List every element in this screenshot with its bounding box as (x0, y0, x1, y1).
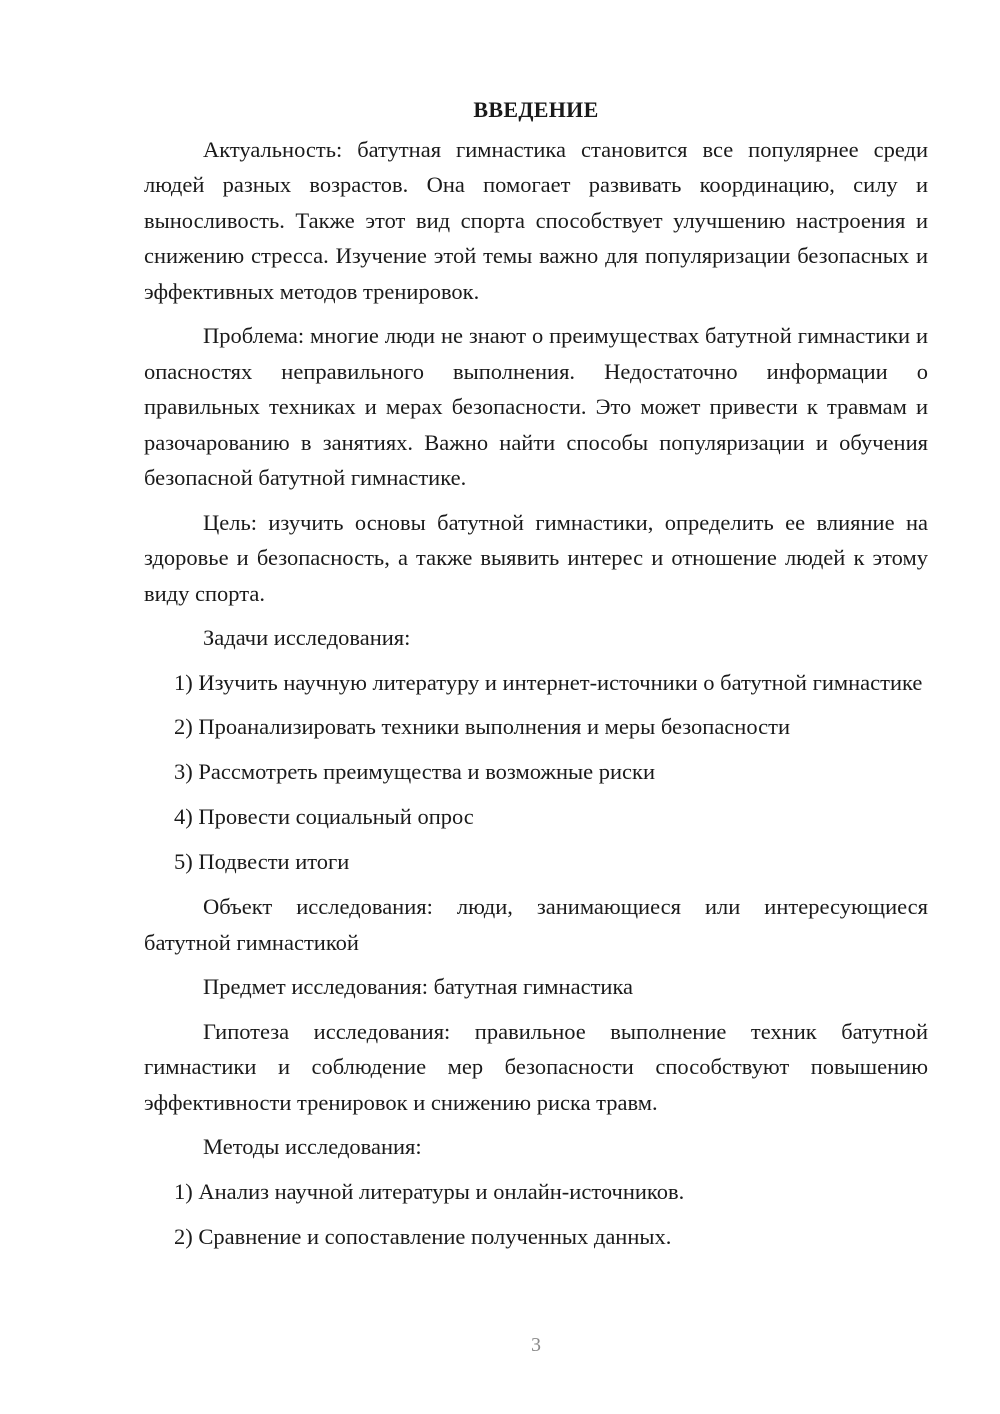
goal-paragraph: Цель: изучить основы батутной гимнастики, определить ее влияние на здоровье и безопасность, а также выявить интерес и отношение людей к этому виду спорта. (144, 509, 928, 606)
tasks-heading: Задачи исследования: (203, 625, 411, 650)
task-item-5: 5) Подвести итоги (174, 849, 350, 874)
task-item-2: 2) Проанализировать техники выполнения и меры безопасности (174, 714, 791, 739)
task-item-3: 3) Рассмотреть преимущества и возможные риски (174, 759, 655, 784)
page-title: ВВЕДЕНИЕ (473, 97, 599, 122)
subject-paragraph: Предмет исследования: батутная гимнастика (203, 974, 634, 999)
methods-heading: Методы исследования: (203, 1134, 422, 1159)
page-number: 3 (531, 1334, 541, 1356)
task-item-4: 4) Провести социальный опрос (174, 804, 474, 829)
page-content (144, 92, 928, 1264)
task-item-1: 1) Изучить научную литературу и интернет-источники о батутной гимнастике (174, 669, 923, 695)
relevance-paragraph: Актуальность: батутная гимнастика становится все популярнее среди людей разных возрастов. Она помогает развивать координацию, силу и выносливость. Также этот вид спорта способствует улучшению настроения и снижению стресса. Изучение этой темы важно для популяризации безопасных и эффективных методов тренировок. (144, 136, 928, 304)
method-item-2: 2) Сравнение и сопоставление полученных данных. (174, 1223, 672, 1249)
hypothesis-paragraph: Гипотеза исследования: правильное выполнение техник батутной гимнастики и соблюдение мер безопасности способствуют повышению эффективности тренировок и снижению риска травм. (144, 1018, 928, 1115)
problem-paragraph: Проблема: многие люди не знают о преимуществах батутной гимнастики и опасностях неправильного выполнения. Недостаточно информации о правильных техниках и мерах безопасности. Это может привести к травмам и разочарованию в занятиях. Важно найти способы популяризации и обучения безопасной батутной гимнастике. (144, 323, 928, 490)
object-paragraph: Объект исследования: люди, занимающиеся или интересующиеся батутной гимнастикой (144, 894, 928, 955)
method-item-1: 1) Анализ научной литературы и онлайн-источников. (174, 1178, 685, 1204)
